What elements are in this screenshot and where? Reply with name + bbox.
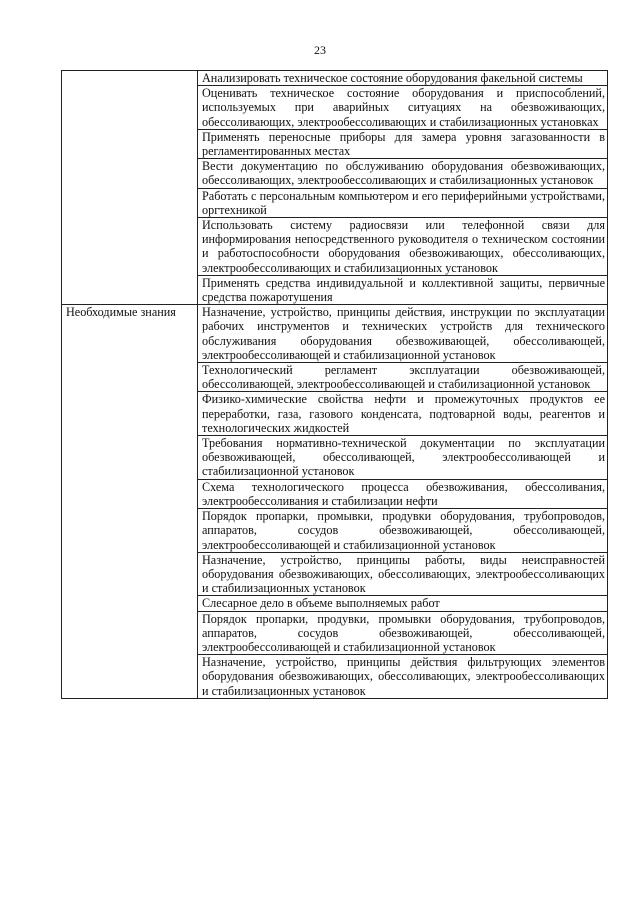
- knowledge-item: Схема технологического процесса обезвоживания, обессоливания, электрообессоливания и стабилизации нефти: [198, 479, 608, 508]
- knowledge-item: Технологический регламент эксплуатации обезвоживающей, обессоливающей, электрообессоливающей и стабилизационной установок: [198, 363, 608, 392]
- knowledge-item: Назначение, устройство, принципы действия фильтрующих элементов оборудования обезвоживающих, обессоливающих, электрообессоливающих и стабилизационных установок: [198, 655, 608, 699]
- skill-item: Применять переносные приборы для замера уровня загазованности в регламентированных местах: [198, 129, 608, 158]
- knowledge-item: Физико-химические свойства нефти и промежуточных продуктов ее переработки, газа, газового конденсата, подтоварной воды, реагентов и технологических жидкостей: [198, 392, 608, 436]
- knowledge-item: Назначение, устройство, принципы действия, инструкции по эксплуатации рабочих инструментов и технических устройств для технического обслуживания оборудования обезвоживающей, обессоливающей, электрообессоливающей и стабилизационной установок: [198, 305, 608, 363]
- knowledge-item: Назначение, устройство, принципы работы, виды неисправностей оборудования обезвоживающих, обессоливающих, электрообессоливающих и стабилизационных установок: [198, 552, 608, 596]
- knowledge-label: Необходимые знания: [62, 305, 198, 698]
- skill-item: Вести документацию по обслуживанию оборудования обезвоживающих, обессоливающих, электрообессоливающих и стабилизационных установок: [198, 159, 608, 188]
- skill-item: Работать с персональным компьютером и его периферийными устройствами, оргтехникой: [198, 188, 608, 217]
- knowledge-item: Порядок пропарки, промывки, продувки оборудования, трубопроводов, аппаратов, сосудов обезвоживающей, обессоливающей, электрообессоливающей и стабилизационной установок: [198, 509, 608, 553]
- skill-item: Использовать систему радиосвязи или телефонной связи для информирования непосредственного руководителя о техническом состоянии и работоспособности оборудования обезвоживающих, обессоливающих, электрообессоливающих и стабилизационных установок: [198, 218, 608, 276]
- knowledge-item: Требования нормативно-технической документации по эксплуатации обезвоживающей, обессоливающей, электрообессоливающей и стабилизационной установок: [198, 436, 608, 480]
- table-row: [62, 305, 608, 363]
- page-number: 23: [314, 43, 326, 57]
- knowledge-item: Порядок пропарки, продувки, промывки оборудования, трубопроводов, аппаратов, сосудов обезвоживающей, обессоливающей, электрообессоливающей и стабилизационной установок: [198, 611, 608, 655]
- skill-item: Анализировать техническое состояние оборудования факельной системы: [198, 71, 608, 86]
- skills-label-cell: [62, 71, 198, 305]
- table-row: [62, 71, 608, 86]
- requirements-table: [61, 70, 608, 699]
- knowledge-item: Слесарное дело в объеме выполняемых работ: [198, 596, 608, 611]
- skill-item: Применять средства индивидуальной и коллективной защиты, первичные средства пожаротушения: [198, 275, 608, 304]
- skill-item: Оценивать техническое состояние оборудования и приспособлений, используемых при аварийных ситуациях на обезвоживающих, обессоливающих, электрообессоливающих и стабилизационных установках: [198, 86, 608, 130]
